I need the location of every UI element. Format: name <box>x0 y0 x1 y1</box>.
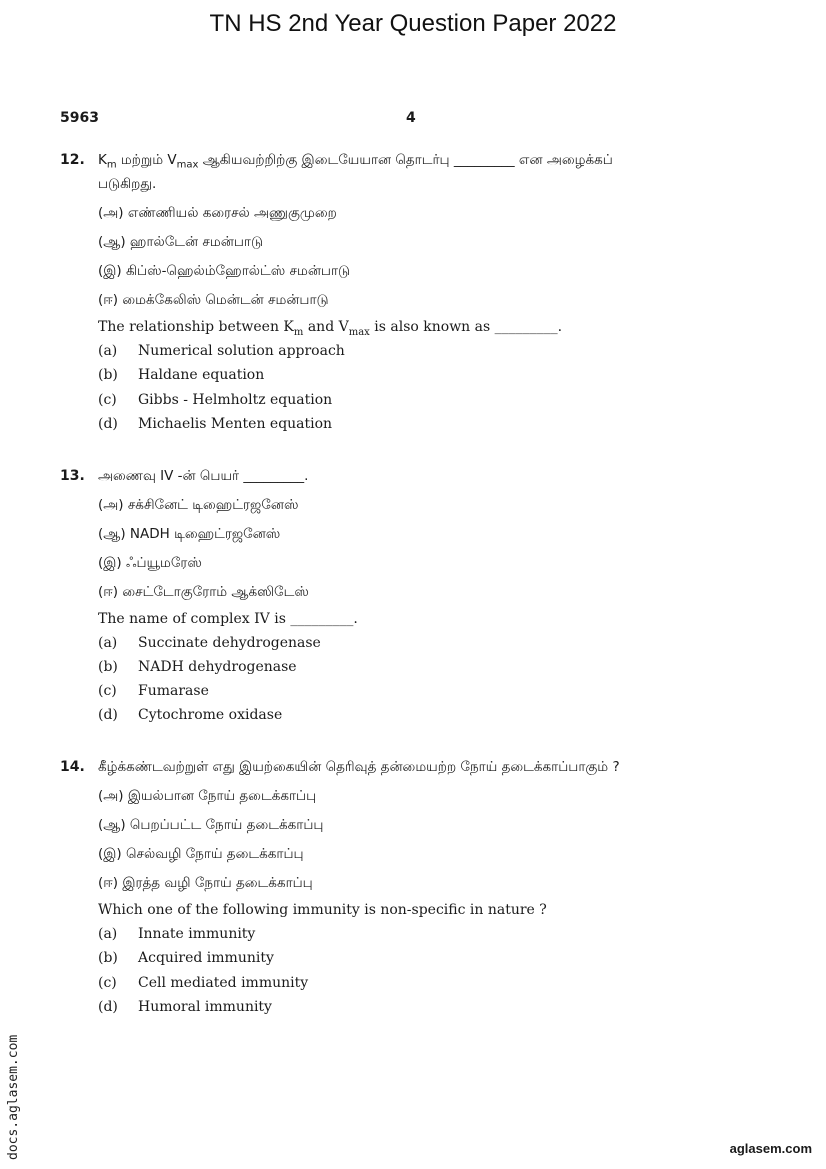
tamil-stem: $K_m$ மற்றும் $V_{max}$ ஆகியவற்றிற்கு இடையேயான தொடர்பு _________ என அழைக்கப் <box>98 152 613 171</box>
option: (c) Gibbs - Helmholtz equation <box>98 392 333 408</box>
tamil-option: (ஆ) பெறப்பட்ட நோய் தடைக்காப்பு <box>98 817 324 833</box>
option: (a) Succinate dehydrogenase <box>98 635 321 651</box>
watermark: docs.aglasem.com <box>6 1034 21 1160</box>
option: (b) NADH dehydrogenase <box>98 659 297 675</box>
question-number: 13. <box>60 468 85 484</box>
page-number: 4 <box>406 110 416 126</box>
tamil-stem: அணைவு IV -ன் பெயர் _________. <box>98 468 309 484</box>
tamil-option: (ஈ) மைக்கேலிஸ் மென்டன் சமன்பாடு <box>98 292 329 308</box>
footer-site: aglasem.com <box>729 1141 812 1156</box>
tamil-stem: கீழ்க்கண்டவற்றுள் எது இயற்கையின் தெரிவுத் தன்மையற்ற நோய் தடைக்காப்பாகும் ? <box>98 759 620 775</box>
option: (a) Innate immunity <box>98 926 256 942</box>
tamil-option: (ஈ) இரத்த வழி நோய் தடைக்காப்பு <box>98 875 313 891</box>
question-number: 12. <box>60 152 85 168</box>
page-title: TN HS 2nd Year Question Paper 2022 <box>209 10 617 37</box>
tamil-option: (ஈ) சைட்டோகுரோம் ஆக்ஸிடேஸ் <box>98 584 309 600</box>
tamil-option: (ஆ) ஹால்டேன் சமன்பாடு <box>98 234 263 250</box>
option: (a) Numerical solution approach <box>98 343 345 359</box>
option: (b) Haldane equation <box>98 367 265 383</box>
option: (c) Cell mediated immunity <box>98 975 309 991</box>
tamil-option: (ஆ) NADH டிஹைட்ரஜனேஸ் <box>98 526 281 542</box>
english-stem: Which one of the following immunity is non-specific in nature ? <box>98 902 547 918</box>
option: (d) Cytochrome oxidase <box>98 707 283 723</box>
english-stem: The name of complex IV is _________. <box>98 611 358 627</box>
english-stem: The relationship between $K_m$ and $V_{max}$ is also known as _________. <box>98 319 563 338</box>
tamil-option: (இ) செல்வழி நோய் தடைக்காப்பு <box>98 846 304 862</box>
question-number: 14. <box>60 759 85 775</box>
tamil-option: (இ) ஃப்யூமரேஸ் <box>98 555 202 571</box>
tamil-stem-continued: படுகிறது. <box>98 176 157 192</box>
paper-code: 5963 <box>60 110 99 126</box>
option: (c) Fumarase <box>98 683 209 699</box>
option: (d) Humoral immunity <box>98 999 272 1015</box>
tamil-option: (இ) கிப்ஸ்-ஹெல்ம்ஹோல்ட்ஸ் சமன்பாடு <box>98 263 351 279</box>
tamil-option: (அ) இயல்பான நோய் தடைக்காப்பு <box>98 788 317 804</box>
tamil-option: (அ) எண்ணியல் கரைசல் அணுகுமுறை <box>98 205 337 221</box>
tamil-option: (அ) சக்சினேட் டிஹைட்ரஜனேஸ் <box>98 497 299 513</box>
option: (b) Acquired immunity <box>98 950 274 966</box>
option: (d) Michaelis Menten equation <box>98 416 333 432</box>
